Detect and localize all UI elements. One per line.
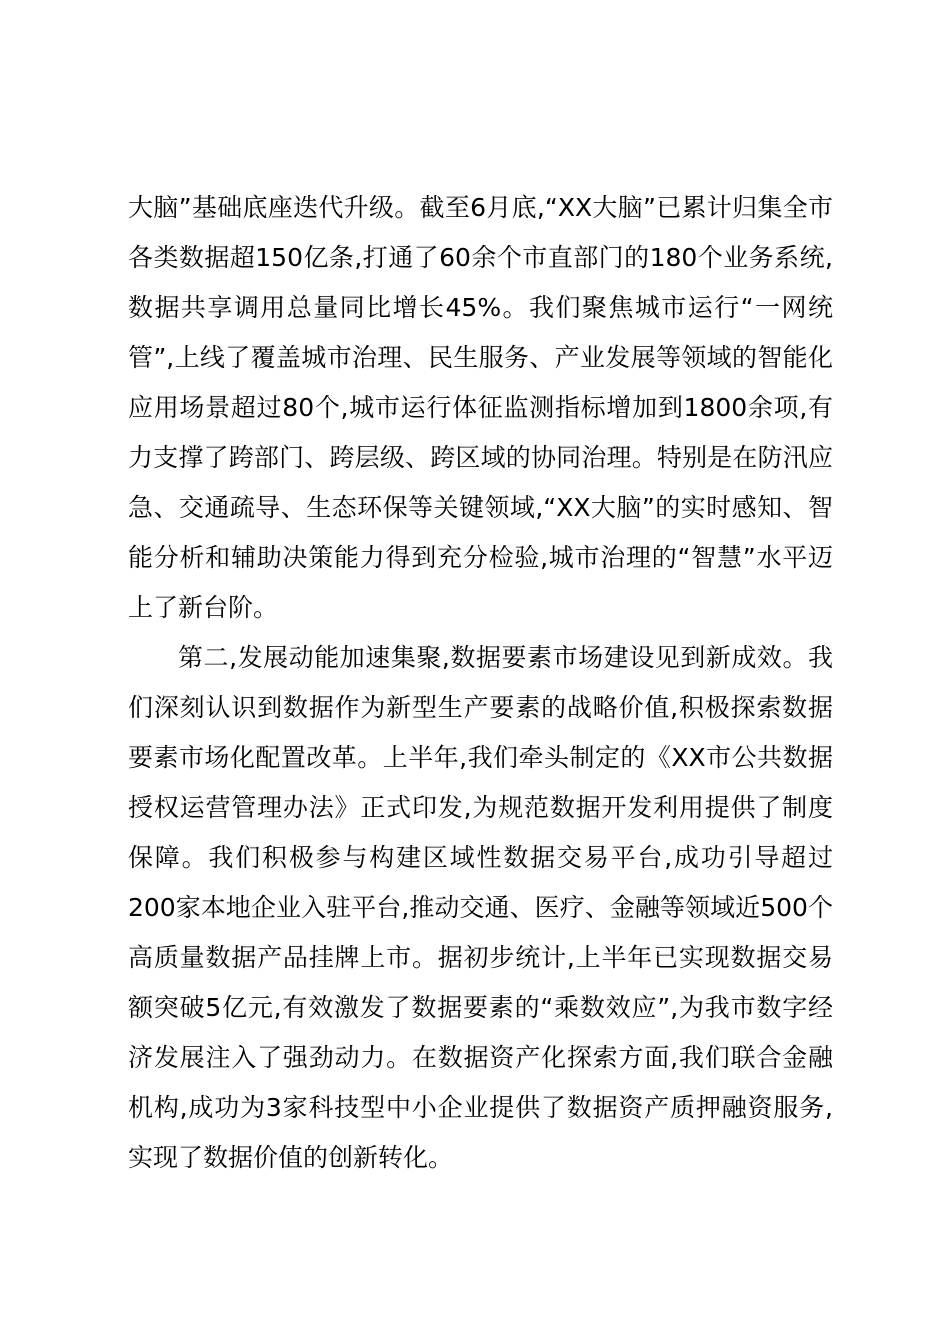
body-paragraph-2: 第二,发展动能加速集聚,数据要素市场建设见到新成效。我们深刻认识到数据作为新型生产要素的战略价值,积极探索数据要素市场化配置改革。上半年,我们牵头制定的《XX市公共数据授权运营管理办法》正式印发,为规范数据开发利用提供了制度保障。我们积极参与构建区域性数据交易平台,成功引导超过200家本地企业入驻平台,推动交通、医疗、金融等领域近500个高质量数据产品挂牌上市。据初步统计,上半年已实现数据交易额突破5亿元,有效激发了数据要素的“乘数效应”,为我市数字经济发展注入了强劲动力。在数据资产化探索方面,我们联合金融机构,成功为3家科技型中小企业提供了数据资产质押融资服务,实现了数据价值的创新转化。	[128, 643, 833, 1172]
body-paragraph-1: 大脑”基础底座迭代升级。截至6月底,“XX大脑”已累计归集全市各类数据超150亿条,打通了60余个市直部门的180个业务系统,数据共享调用总量同比增长45%。我们聚焦城市运行“一网统管”,上线了覆盖城市治理、民生服务、产业发展等领域的智能化应用场景超过80个,城市运行体征监测指标增加到1800余项,有力支撑了跨部门、跨层级、跨区域的协同治理。特别是在防汛应急、交通疏导、生态环保等关键领域,“XX大脑”的实时感知、智能分析和辅助决策能力得到充分检验,城市治理的“智慧”水平迈上了新台阶。	[128, 193, 833, 622]
document-body	[128, 183, 833, 1183]
